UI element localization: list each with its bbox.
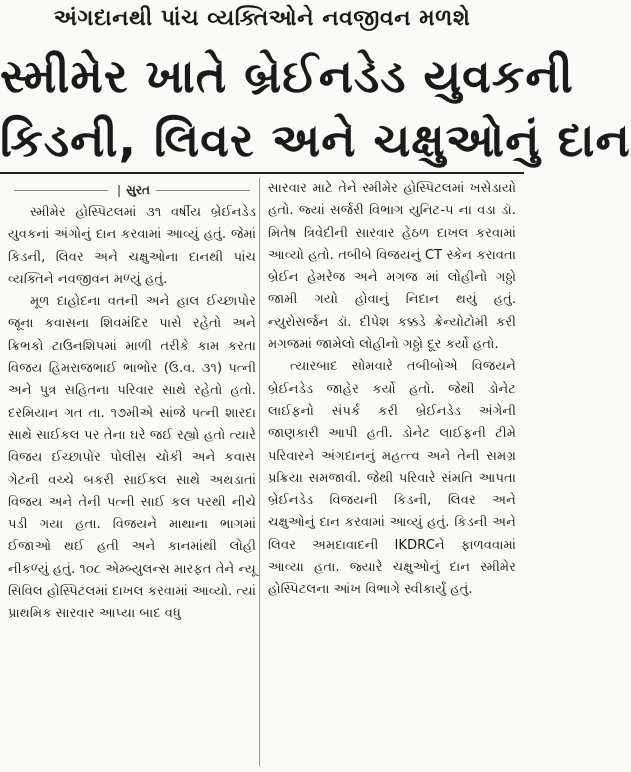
dateline-rule-left xyxy=(14,190,108,191)
article-column-left xyxy=(8,180,256,626)
column-divider xyxy=(259,178,260,766)
article-paragraph: મૂળ દાહોદના વતની અને હાલ ઈચ્છાપોર જૂના કવાસના શિવમંદિર પાસે રહેતો અને ક્રિભકો ટાઉનશિપમાં માળી તરીકે કામ કરતા વિજય હિમરાજભાઈ ભાભોર (ઉ.વ. ૩૧) પત્ની અને પુત્ર સહિતના પરિવાર સાથે રહેતો હતો. દરમિયાન ગત તા. ૧૭મીએ સાંજે પત્ની શારદા સાથે સાઈકલ પર તેના ઘરે જઈ રહ્યો હતો ત્યારે વિજય ઈચ્છાપોર પોલીસ ચોકી અને કવાસ ગેટની વચ્ચે બકરી સાઈકલ સાથે અથડાતાં વિજય અને તેની પત્ની સાઈ કલ પરથી નીચે પડી ગયા હતા. વિજયને માથાના ભાગમાં ઈજાઓ થઈ હતી અને કાનમાંથી લોહી નીકળ્યું હતું. ૧૦૮ એમ્બ્યુલન્સ મારફત તેને ન્યૂ સિવિલ હોસ્પિટલમાં દાખલ કરવામાં આવ્યો. ત્યાં પ્રાથમિક સારવાર આપ્યા બાદ વધુ xyxy=(8,294,256,622)
article-paragraph: સારવાર માટે તેને સ્મીમેર હોસ્પિટલમાં ખસેડાયો હતો. જ્યાં સર્જરી વિભાગ યુનિટ-૫ ના વડા ડૉ. મિતેષ ત્રિવેદીની સારવાર હેઠળ દાખલ કરવામાં આવ્યો હતો. તબીબે વિજયનું CT સ્કેન કરાવતા બ્રેઈન હેમરેજ અને મગજ માં લોહીનો ગઠ્ઠો જામી ગયો હોવાનું નિદાન થયું હતું. ન્યુરોસર્જન ડૉ. દીપેશ કક્કડે ક્રેન્યોટોમી કરી મગજમાં જામેલો લોહીનો ગઠ્ઠો દૂર કર્યો હતો. xyxy=(268,181,516,353)
dateline-marker: ❘ xyxy=(114,182,125,197)
kicker-headline: અંગદાનથી પાંચ વ્યક્તિઓને નવજીવન મળશે xyxy=(53,6,471,31)
dateline-rule-right xyxy=(156,190,250,191)
dateline-city: સુરત xyxy=(126,182,150,197)
headline-line-2: કિડની, લિવર અને ચક્ષુઓનું દાન xyxy=(0,113,631,167)
article-paragraph: ત્યારબાદ સોમવારે તબીબોએ વિજયને બ્રેઈનડેડ જાહેર કર્યો હતો. જેથી ડોનેટ લાઈફનો સંપર્ક કરી બ્રેઈનડેડ અંગેની જાણકારી આપી હતી. ડોનેટ લાઈફની ટીમે પરિવારને અંગદાનનું મહત્ત્વ અને તેની સમગ્ર પ્રક્રિયા સમજાવી. જેથી પરિવારે સંમતિ આપતા બ્રેઈનડેડ વિજયની કિડની, લિવર અને ચક્ષુઓનું દાન કરવામાં આવ્યું હતું. કિડની અને લિવર અમદાવાદની IKDRCને ફાળવવામાં આવ્યા હતા. જ્યારે ચક્ષુઓનું દાન સ્મીમેર હોસ્પિટલના આંખ વિભાગે સ્વીકાર્યું હતું. xyxy=(268,359,516,598)
headline-line-1: સ્મીમેર ખાતે બ્રેઈનડેડ યુવકની xyxy=(0,49,574,103)
dateline xyxy=(8,180,256,200)
article-paragraph: સ્મીમેર હોસ્પિટલમાં ૩૧ વર્ષીય બ્રેઈનડેડ યુવકનાં અંગોનું દાન કરવામાં આવ્યું હતું. જેમાં કિડની, લિવર અને ચક્ષુઓના દાનથી પાંચ વ્યક્તિને નવજીવન મળ્યું હતું. xyxy=(8,205,256,287)
article-column-right xyxy=(268,178,516,602)
headline-rule xyxy=(0,172,524,174)
